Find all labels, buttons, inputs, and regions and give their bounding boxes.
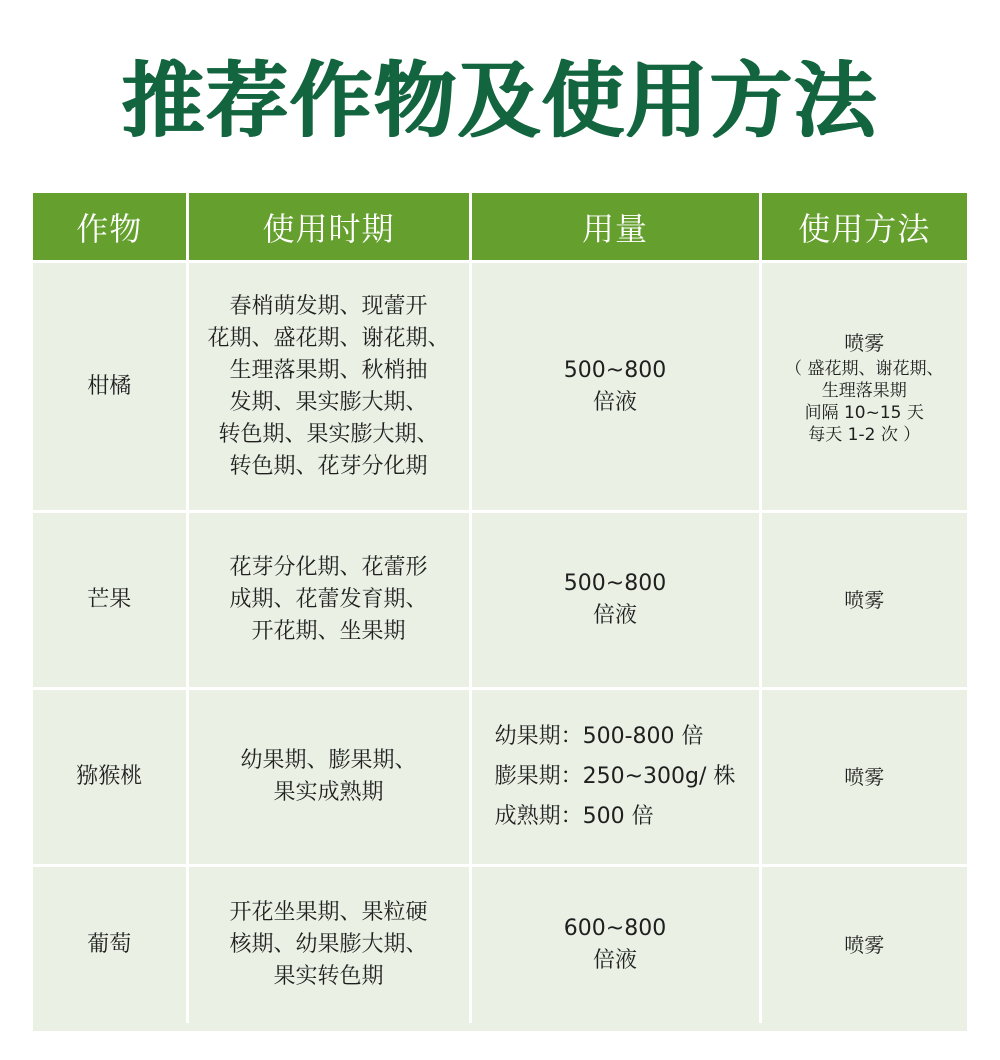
crop-cell: 柑橘 [33,262,187,512]
period-cell [187,512,470,689]
crop-cell: 猕猴桃 [33,689,187,866]
dose-line: 倍液 [592,603,637,628]
table-header-row [33,193,967,262]
period-line: 开花坐果期、果粒硬 [229,899,428,925]
dose-cell [470,689,760,866]
dose-line: 倍液 [592,947,637,973]
method-cell [760,262,967,512]
crop-cell: 芒果 [33,512,187,689]
period-cell [187,866,470,1023]
dose-cell [470,262,760,512]
method-note-line: 间隔 10~15 天 [804,402,924,423]
period-line: 转色期、花芽分化期 [229,453,428,479]
table-row [33,262,967,512]
method-note-line: （ 盛花期、谢花期、 [785,358,944,379]
crop-cell: 葡萄 [33,866,187,1023]
dose-line: 500~800 [563,357,667,383]
method-cell: 喷雾 [760,512,967,689]
usage-table [33,193,967,1023]
period-cell [187,262,470,512]
period-line: 果实成熟期 [273,780,384,805]
period-line: 开花期、坐果期 [251,619,406,644]
period-line: 生理落果期、秋梢抽 [229,357,428,383]
period-line: 转色期、果实膨大期、 [218,421,439,447]
page-title: 推荐作物及使用方法 [121,54,878,149]
period-cell [187,689,470,866]
period-line: 成期、花蕾发育期、 [229,587,428,612]
period-line: 春梢萌发期、现蕾开 [229,293,428,319]
header-crop: 作物 [33,193,187,262]
period-line: 发期、果实膨大期、 [229,389,428,415]
table-row [33,866,967,1023]
method-cell: 喷雾 [760,866,967,1023]
period-line: 花芽分化期、花蕾形 [229,555,428,580]
period-line: 幼果期、膨果期、 [240,748,417,773]
dose-line: 幼果期：500-800 倍 [494,724,704,749]
method-note-line: 每天 1-2 次 ） [808,424,921,445]
header-method: 使用方法 [760,193,967,262]
method-cell: 喷雾 [760,689,967,866]
table-row [33,689,967,866]
header-period: 使用时期 [187,193,470,262]
dose-line: 膨果期：250~300g/ 株 [494,764,736,789]
period-line: 果实转色期 [273,963,384,989]
table-row [33,512,967,689]
dose-cell [470,866,760,1023]
period-line: 花期、盛花期、谢花期、 [207,325,450,351]
dose-line: 倍液 [592,389,637,415]
dose-cell [470,512,760,689]
method-note-line: 生理落果期 [821,380,907,401]
method-text: 喷雾 [844,330,885,355]
period-line: 核期、幼果膨大期、 [229,931,428,957]
dose-line: 成熟期：500 倍 [494,804,654,829]
dose-line: 500~800 [563,571,667,596]
dose-line: 600~800 [563,915,667,941]
header-dose: 用量 [470,193,760,262]
usage-table-container [33,193,967,1031]
